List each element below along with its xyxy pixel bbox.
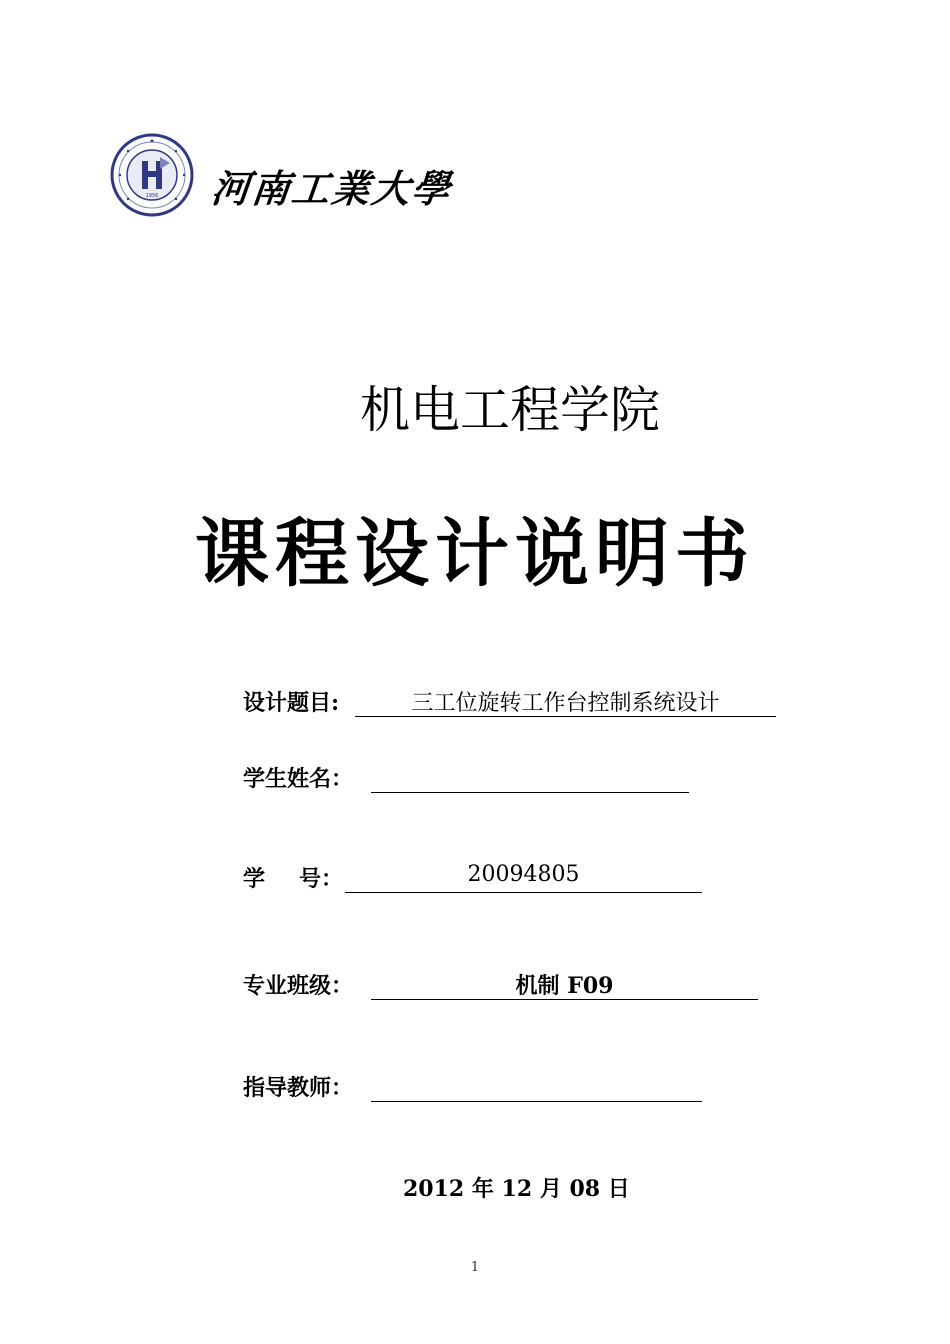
advisor-field — [371, 1071, 702, 1102]
class-label: 专业班级： — [243, 973, 354, 999]
student-id-label-part2: 号： — [299, 866, 344, 892]
university-seal-logo — [110, 133, 194, 217]
class-field: 机制 F09 — [371, 969, 758, 1000]
advisor-label: 指导教师： — [243, 1075, 354, 1101]
seal-year: 1956 — [145, 193, 159, 199]
student-id-label-part1: 学 — [243, 866, 266, 892]
student-id-field: 20094805 — [345, 862, 702, 893]
topic-label: 设计题目: — [243, 690, 340, 716]
date: 2012 年 12 月 08 日 — [403, 1176, 630, 1202]
college-name: 机电工程学院 — [360, 381, 660, 439]
university-wordmark: 河南工業大學 — [209, 166, 455, 211]
document-title: 课程设计说明书 — [195, 511, 755, 597]
page-number: 1 — [470, 1260, 480, 1275]
student-name-label: 学生姓名： — [243, 766, 354, 792]
topic-field: 三工位旋转工作台控制系统设计 — [355, 686, 776, 717]
student-name-field — [371, 762, 689, 793]
